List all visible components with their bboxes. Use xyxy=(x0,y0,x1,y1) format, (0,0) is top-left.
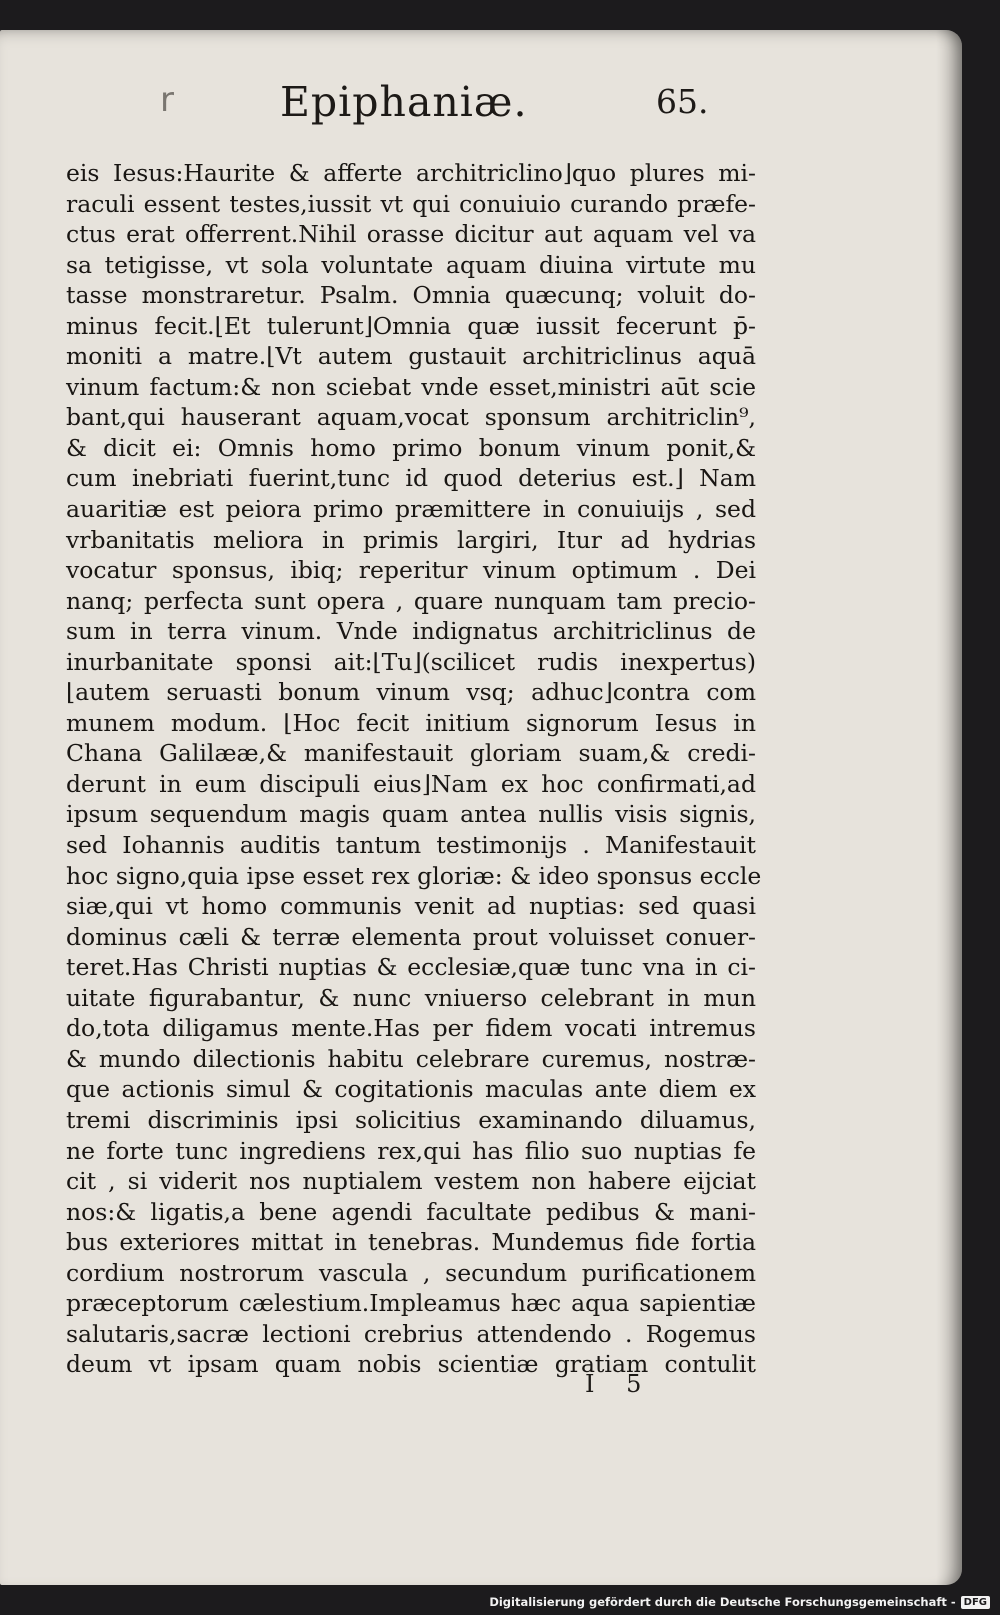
text-line: ne forte tunc ingrediens rex,qui has filio suo nuptias fe xyxy=(66,1136,756,1165)
text-line: siæ,qui vt homo communis venit ad nuptias: sed quasi xyxy=(66,892,756,921)
text-line: derunt in eum discipuli eius⌋Nam ex hoc confirmati,ad xyxy=(66,769,756,798)
text-line: salutaris,sacræ lectioni crebrius attendendo . Rogemus xyxy=(66,1319,756,1348)
text-line: inurbanitate sponsi ait:⌊Tu⌋(scilicet rudis inexpertus) xyxy=(66,647,756,676)
text-line: raculi essent testes,iussit vt qui conuiuio curando præfe- xyxy=(66,189,756,218)
text-line: minus fecit.⌊Et tulerunt⌋Omnia quæ iussit fecerunt p̄- xyxy=(66,311,756,340)
text-line: teret.Has Christi nuptias & ecclesiæ,quæ tunc vna in ci- xyxy=(66,953,756,982)
text-line: hoc signo,quia ipse esset rex gloriæ: & ideo sponsus eccle xyxy=(66,861,762,890)
text-line: vocatur sponsus, ibiq; reperitur vinum optimum . Dei xyxy=(66,556,756,585)
footer-credit: Digitalisierung gefördert durch die Deutsche Forschungsgemeinschaft - xyxy=(489,1595,956,1609)
text-line: cit , si viderit nos nuptialem vestem non habere eijciat xyxy=(66,1167,756,1196)
text-line: ctus erat offerrent.Nihil orasse dicitur aut aquam vel va xyxy=(66,220,756,249)
text-line: bant,qui hauserant aquam,vocat sponsum architriclin⁹, xyxy=(66,403,756,432)
digitization-footer xyxy=(489,1595,990,1609)
text-line: moniti a matre.⌊Vt autem gustauit architriclinus aquā xyxy=(66,342,756,371)
text-line: sed Iohannis auditis tantum testimonijs . Manifestauit xyxy=(66,831,756,860)
text-line: auaritiæ est peiora primo præmittere in conuiuijs , sed xyxy=(66,495,756,524)
text-line: & dicit ei: Omnis homo primo bonum vinum ponit,& xyxy=(66,433,756,462)
text-line: bus exteriores mittat in tenebras. Mundemus fide fortia xyxy=(66,1228,756,1257)
text-line: sa tetigisse, vt sola voluntate aquam diuina virtute mu xyxy=(66,250,756,279)
text-line: tasse monstraretur. Psalm. Omnia quæcunq; voluit do- xyxy=(66,281,756,310)
text-line: tremi discriminis ipsi solicitius examinando diluamus, xyxy=(66,1105,756,1134)
dfg-logo: DFG xyxy=(961,1596,990,1609)
text-line: uitate figurabantur, & nunc vniuerso celebrant in mun xyxy=(66,983,756,1012)
signature-mark: I 5 xyxy=(585,1370,654,1398)
text-line: ⌊autem seruasti bonum vinum vsq; adhuc⌋contra com xyxy=(66,678,756,707)
text-line: vinum factum:& non sciebat vnde esset,ministri aūt scie xyxy=(66,372,756,401)
text-line: dominus cæli & terræ elementa prout voluisset conuer- xyxy=(66,922,756,951)
running-title: Epiphaniæ. xyxy=(280,78,528,126)
text-line: nanq; perfecta sunt opera , quare nunquam tam precio- xyxy=(66,586,756,615)
text-line: que actionis simul & cogitationis maculas ante diem ex xyxy=(66,1075,756,1104)
text-line: ipsum sequendum magis quam antea nullis visis signis, xyxy=(66,800,756,829)
book-page xyxy=(0,30,962,1585)
text-line: munem modum. ⌊Hoc fecit initium signorum Iesus in xyxy=(66,708,756,737)
corner-mark: r xyxy=(160,80,174,120)
page-number: 65. xyxy=(656,82,709,121)
text-line: eis Iesus:Haurite & afferte architriclino⌋quo plures mi- xyxy=(66,159,756,187)
text-line: sum in terra vinum. Vnde indignatus architriclinus de xyxy=(66,617,756,646)
text-line: do,tota diligamus mente.Has per fidem vocati intremus xyxy=(66,1014,756,1043)
text-line: nos:& ligatis,a bene agendi facultate pedibus & mani- xyxy=(66,1197,756,1226)
text-line: præceptorum cælestium.Impleamus hæc aqua sapientiæ xyxy=(66,1289,756,1318)
text-line: vrbanitatis meliora in primis largiri, Itur ad hydrias xyxy=(66,525,756,554)
body-text xyxy=(66,158,762,1380)
text-line: & mundo dilectionis habitu celebrare curemus, nostræ- xyxy=(66,1044,756,1073)
text-line: deum vt ipsam quam nobis scientiæ gratiam contulit xyxy=(66,1350,756,1379)
text-line: cum inebriati fuerint,tunc id quod deterius est.⌋ Nam xyxy=(66,464,756,493)
text-line: cordium nostrorum vascula , secundum purificationem xyxy=(66,1258,756,1287)
text-line: Chana Galilææ,& manifestauit gloriam suam,& credi- xyxy=(66,739,756,768)
